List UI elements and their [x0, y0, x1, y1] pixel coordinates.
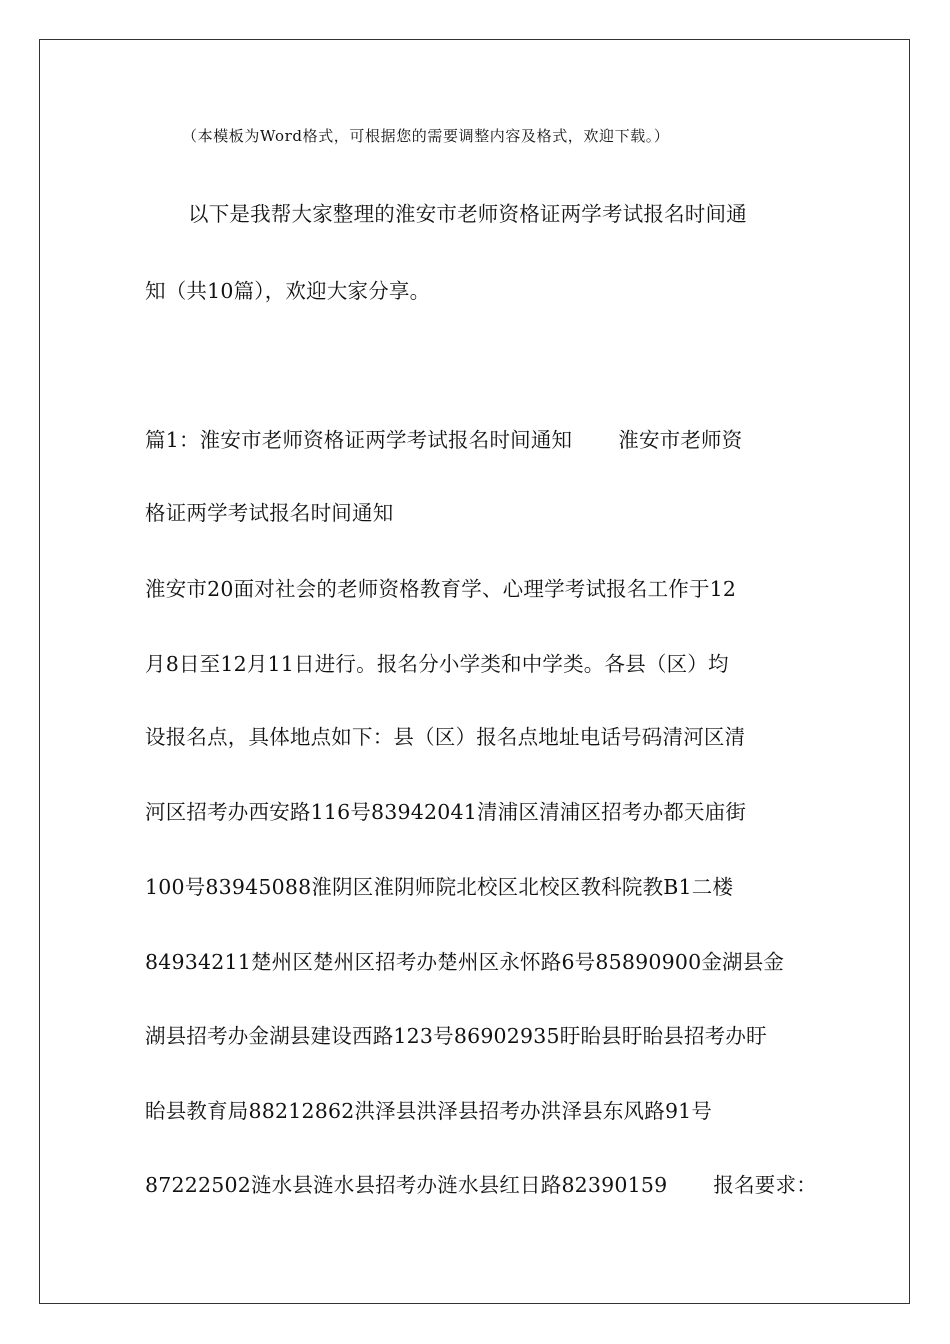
body-line-3: 设报名点，具体地点如下：县（区）报名点地址电话号码清河区清 — [145, 725, 746, 749]
template-note: （本模板为Word格式，可根据您的需要调整内容及格式，欢迎下载。） — [182, 127, 670, 145]
requirements-heading: 报名要求： — [713, 1173, 817, 1197]
body-line-5: 100号83945088淮阴区淮阴师院北校区北校区教科院教B1二楼 — [145, 875, 734, 899]
intro-line-2: 知（共10篇），欢迎大家分享。 — [145, 279, 431, 303]
body-line-6: 84934211楚州区楚州区招考办楚州区永怀路6号85890900金湖县金 — [145, 950, 785, 974]
article-heading-label: 篇1：淮安市老师资格证两学考试报名时间通知 — [145, 428, 573, 452]
article-title-repeat: 淮安市老师资 — [618, 428, 743, 452]
body-line-8: 眙县教育局88212862洪泽县洪泽县招考办洪泽县东风路91号 — [145, 1099, 713, 1123]
article-heading — [145, 426, 742, 454]
body-line-9 — [145, 1171, 817, 1199]
body-line-1: 淮安市20面对社会的老师资格教育学、心理学考试报名工作于12 — [145, 577, 737, 601]
body-line-2: 月8日至12月11日进行。报名分小学类和中学类。各县（区）均 — [145, 652, 729, 676]
body-line-4: 河区招考办西安路116号83942041清浦区清浦区招考办都天庙街 — [145, 800, 747, 824]
body-line-7: 湖县招考办金湖县建设西路123号86902935盱眙县盱眙县招考办盱 — [145, 1024, 767, 1048]
intro-line-1: 以下是我帮大家整理的淮安市老师资格证两学考试报名时间通 — [188, 202, 747, 226]
body-line-9-text: 87222502涟水县涟水县招考办涟水县红日路82390159 — [145, 1173, 668, 1197]
article-title-continued: 格证两学考试报名时间通知 — [145, 501, 394, 525]
